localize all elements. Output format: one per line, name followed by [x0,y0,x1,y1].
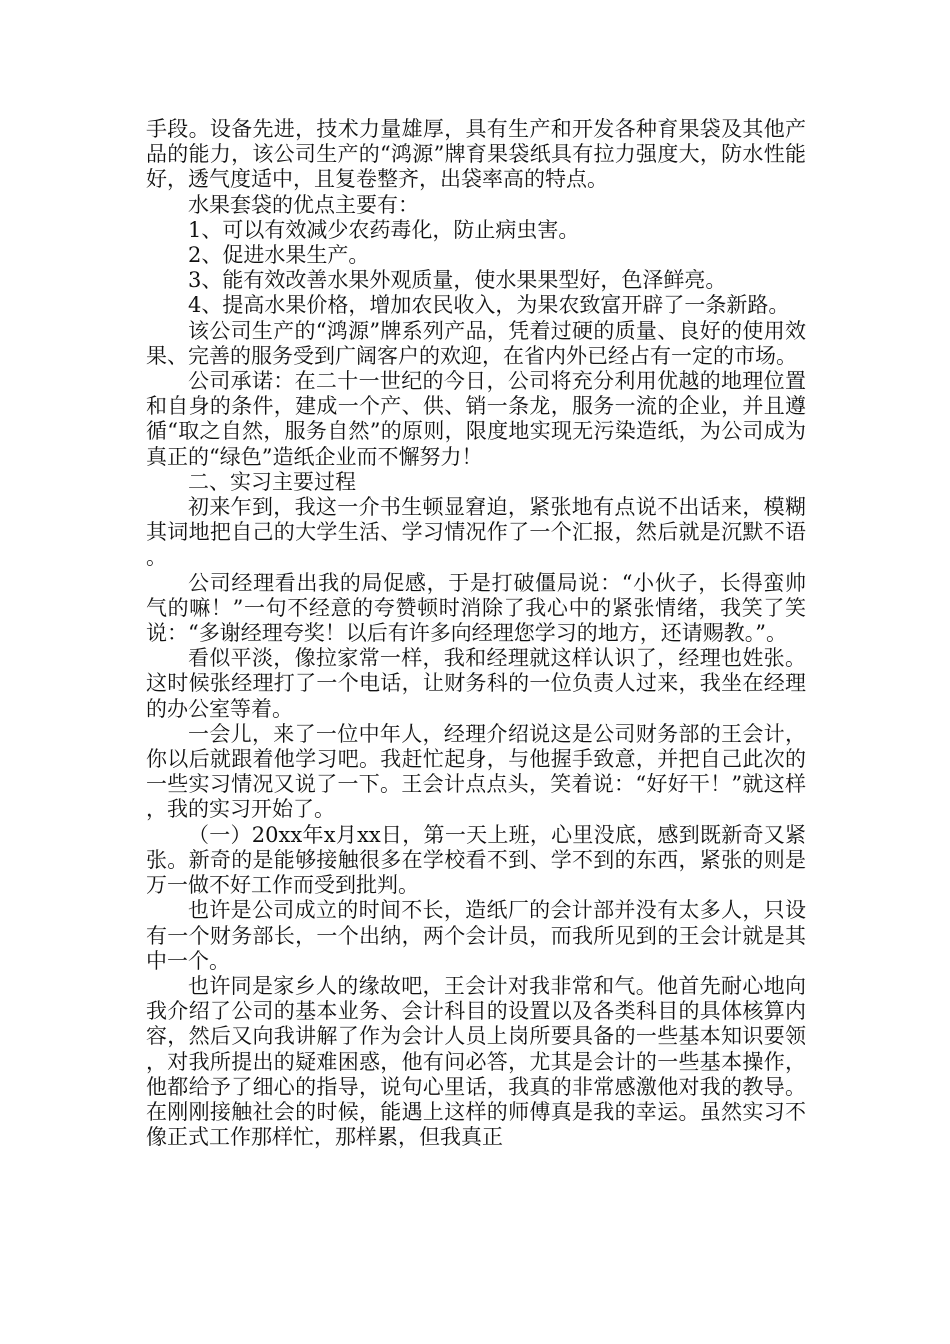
paragraph-3: 该公司生产的“鸿源”牌系列产品，凭着过硬的质量、良好的使用效果、完善的服务受到广阔客户的欢迎，在省内外已经占有一定的市场。 [146,318,806,368]
paragraph-5: 初来乍到，我这一介书生顿显窘迫，紧张地有点说不出话来，模糊其词地把自己的大学生活、学习情况作了一个汇报，然后就是沉默不语。 [146,495,806,570]
section-heading: 二、实习主要过程 [188,469,356,494]
document-body [146,117,806,1150]
paragraph-6: 公司经理看出我的局促感，于是打破僵局说：“小伙子，长得蛮帅气的嘛！”一句不经意的夸赞顿时消除了我心中的紧张情绪，我笑了笑说：“多谢经理夸奖！以后有许多向经理您学习的地方，还请赐教。”。 [146,570,806,646]
paragraph-11: 也许同是家乡人的缘故吧，王会计对我非常和气。他首先耐心地向我介绍了公司的基本业务、会计科目的设置以及各类科目的具体核算内容，然后又向我讲解了作为会计人员上岗所要具备的一些基本知识要领，对我所提出的疑难困惑，他有问必答，尤其是会计的一些基本操作，他都给予了细心的指导，说句心里话，我真的非常感激他对我的教导。在刚刚接触社会的时候，能遇上这样的师傅真是我的幸运。虽然实习不像正式工作那样忙，那样累，但我真正 [146,973,806,1150]
paragraph-2: 水果套袋的优点主要有： [188,192,419,217]
list-item-4: 4、提高水果价格，增加农民收入，为果农致富开辟了一条新路。 [188,293,790,318]
list-item-2: 2、促进水果生产。 [188,243,370,268]
paragraph-7: 看似平淡，像拉家常一样，我和经理就这样认识了，经理也姓张。这时候张经理打了一个电话，让财务科的一位负责人过来，我坐在经理的办公室等着。 [146,646,806,721]
paragraph-9: （一）20xx年x月xx日，第一天上班，心里没底，感到既新奇又紧张。新奇的是能够接触很多在学校看不到、学不到的东西，紧张的则是万一做不好工作而受到批判。 [146,822,806,898]
list-item-3: 3、能有效改善水果外观质量，使水果果型好，色泽鲜亮。 [188,268,727,293]
paragraph-4: 公司承诺：在二十一世纪的今日，公司将充分利用优越的地理位置和自身的条件，建成一个产、供、销一条龙，服务一流的企业，并且遵循“取之自然，服务自然”的原则，限度地实现无污染造纸，为公司成为真正的“绿色”造纸企业而不懈努力！ [146,369,806,469]
paragraph-8: 一会儿，来了一位中年人，经理介绍说这是公司财务部的王会计，你以后就跟着他学习吧。我赶忙起身，与他握手致意，并把自己此次的一些实习情况又说了一下。王会计点点头，笑着说：“好好干！”就这样，我的实习开始了。 [146,721,806,822]
paragraph-10: 也许是公司成立的时间不长，造纸厂的会计部并没有太多人，只设有一个财务部长，一个出纳，两个会计员，而我所见到的王会计就是其中一个。 [146,898,806,973]
paragraph-1: 手段。设备先进，技术力量雄厚，具有生产和开发各种育果袋及其他产品的能力，该公司生产的“鸿源”牌育果袋纸具有拉力强度大，防水性能好，透气度适中，且复卷整齐，出袋率高的特点。 [146,117,806,192]
list-item-1: 1、可以有效减少农药毒化，防止病虫害。 [188,217,580,242]
